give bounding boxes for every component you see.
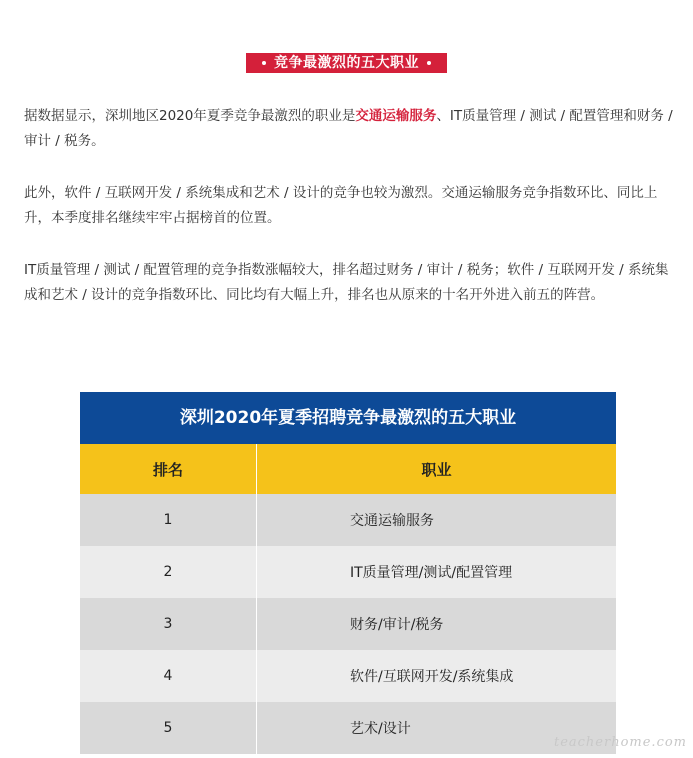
watermark: teacherhome.com [553, 735, 687, 750]
paragraph-3: IT质量管理 / 测试 / 配置管理的竞争指数涨幅较大，排名超过财务 / 审计 / 税务；软件 / 互联网开发 / 系统集成和艺术 / 设计的竞争指数环比、同比均有大幅上升，排名也从原来的十名开外进入前五的阵营。 [24, 262, 669, 303]
table-row [80, 702, 616, 754]
section-heading [246, 53, 447, 73]
row-job: 交通运输服务 [350, 513, 434, 529]
row-rank: 2 [80, 546, 257, 598]
paragraph-1 [24, 104, 676, 154]
table-title: 深圳2020年夏季招聘竞争最激烈的五大职业 [80, 392, 616, 444]
paragraph-1-before: 据数据显示，深圳地区2020年夏季竞争最激烈的职业是 [24, 108, 356, 124]
paragraph-1-highlight: 交通运输服务 [355, 108, 437, 124]
row-job: IT质量管理/测试/配置管理 [350, 565, 513, 581]
table-row [80, 494, 616, 546]
table-row [80, 598, 616, 650]
table-header-row [80, 444, 616, 494]
table-row [80, 650, 616, 702]
paragraph-2: 此外，软件 / 互联网开发 / 系统集成和艺术 / 设计的竞争也较为激烈。交通运输服务竞争指数环比、同比上升，本季度排名继续牢牢占据榜首的位置。 [24, 185, 658, 226]
row-rank: 4 [80, 650, 257, 702]
paragraph-1-after: 、IT质量管理 / 测试 / 配置管理和财务 / 审计 / 税务。 [24, 108, 673, 149]
ranking-table [80, 392, 616, 754]
row-job: 财务/审计/税务 [350, 617, 444, 633]
section-heading-wrap [0, 52, 693, 73]
table-row [80, 546, 616, 598]
row-rank: 1 [80, 494, 257, 546]
header-job: 职业 [421, 460, 452, 479]
header-rank: 排名 [80, 444, 257, 494]
row-job: 艺术/设计 [350, 721, 411, 737]
row-job: 软件/互联网开发/系统集成 [350, 669, 514, 685]
heading-dot-left [262, 61, 266, 65]
heading-dot-right [427, 61, 431, 65]
row-rank: 3 [80, 598, 257, 650]
row-rank: 5 [80, 702, 257, 754]
section-heading-text: 竞争最激烈的五大职业 [274, 55, 419, 71]
